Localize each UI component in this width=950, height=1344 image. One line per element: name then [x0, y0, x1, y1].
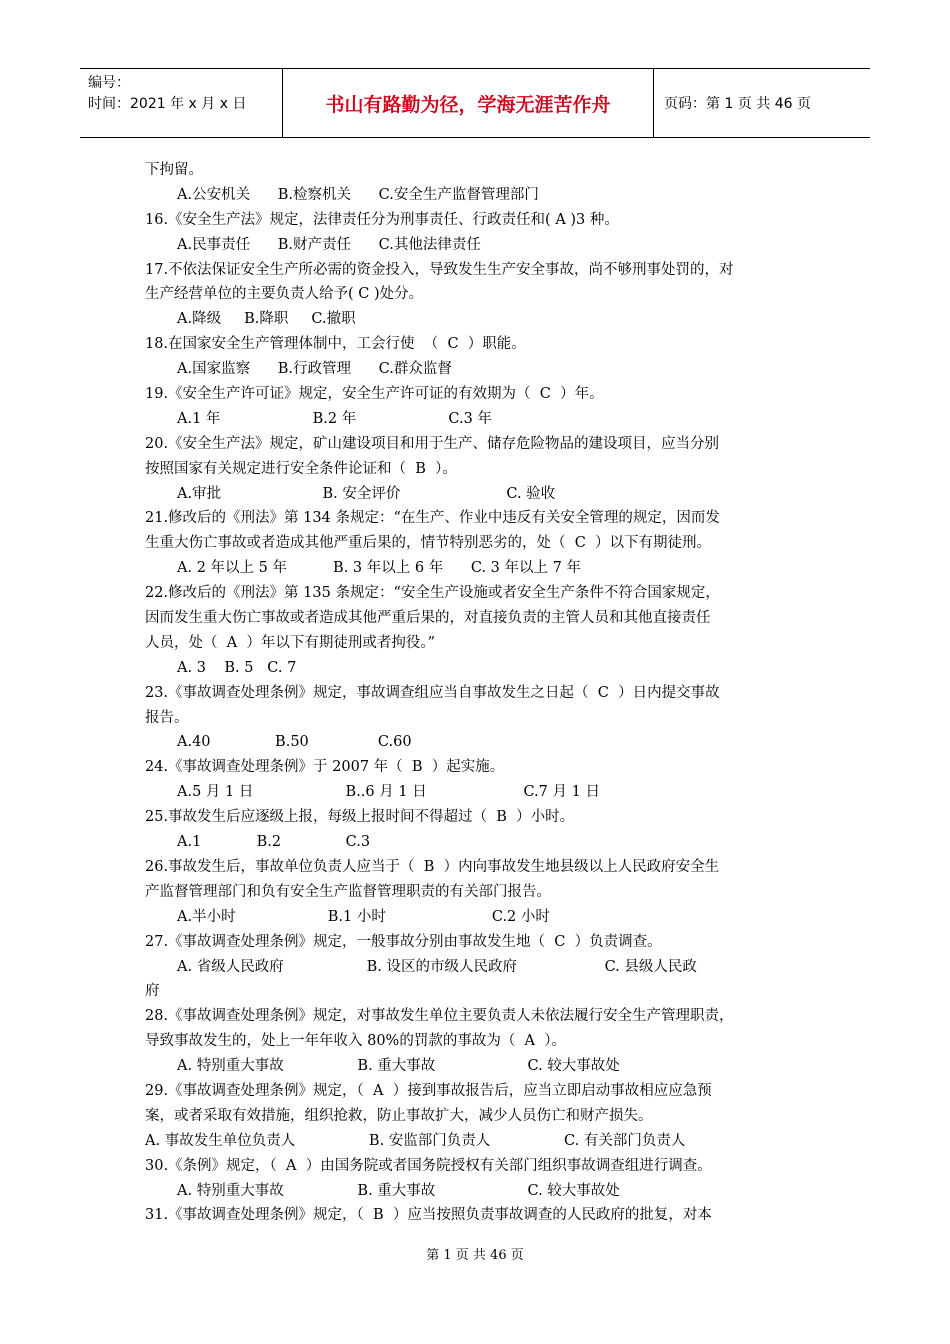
text-line: 27.《事故调查处理条例》规定，一般事故分别由事故发生地（ C ）负责调查。: [145, 933, 662, 950]
text-line: A. 特别重大事故 B. 重大事故 C. 较大事故处: [177, 1058, 620, 1075]
text-line: 府: [145, 983, 160, 1000]
text-line: 22.修改后的《刑法》第 135 条规定：“安全生产设施或者安全生产条件不符合国家规定，: [145, 585, 720, 602]
text-line: 生重大伤亡事故或者造成其他严重后果的，情节特别恶劣的，处（ C ）以下有期徒刑。: [145, 535, 712, 552]
text-line: 17.不依法保证安全生产所必需的资金投入，导致发生生产安全事故，尚不够刑事处罚的，对: [145, 261, 734, 278]
text-line: 24.《事故调查处理条例》于 2007 年（ B ）起实施。: [145, 759, 505, 776]
text-line: 18.在国家安全生产管理体制中，工会行使 （ C ）职能。: [145, 336, 526, 353]
text-line: 21.修改后的《刑法》第 134 条规定：“在生产、作业中违反有关安全管理的规定，因而发: [145, 510, 720, 527]
text-line: 31.《事故调查处理条例》规定，（ B ）应当按照负责事故调查的人民政府的批复，对本: [145, 1207, 712, 1224]
text-line: A.民事责任 B.财产责任 C.其他法律责任: [177, 236, 481, 253]
text-line: 人员，处（ A ）年以下有期徒刑或者拘役。”: [145, 634, 436, 651]
text-line: A. 省级人民政府 B. 设区的市级人民政府 C. 县级人民政: [177, 958, 697, 975]
text-line: A.40 B.50 C.60: [177, 734, 412, 751]
text-line: A. 3 B. 5 C. 7: [177, 659, 297, 676]
text-line: 产监督管理部门和负有安全生产监督管理职责的有关部门报告。: [145, 883, 551, 900]
serial-label: 编号：: [88, 75, 130, 91]
text-line: A. 特别重大事故 B. 重大事故 C. 较大事故处: [177, 1182, 620, 1199]
header-motto: 书山有路勤为径，学海无涯苦作舟: [282, 69, 654, 137]
text-line: 生产经营单位的主要负责人给予( C )处分。: [145, 286, 424, 303]
text-line: 28.《事故调查处理条例》规定，对事故发生单位主要负责人未依法履行安全生产管理职责，: [145, 1008, 734, 1025]
text-line: A.公安机关 B.检察机关 C.安全生产监督管理部门: [177, 186, 539, 203]
text-line: 下拘留。: [145, 162, 203, 178]
text-line: 25.事故发生后应逐级上报，每级上报时间不得超过（ B ）小时。: [145, 809, 575, 826]
text-line: 23.《事故调查处理条例》规定，事故调查组应当自事故发生之日起（ C ）日内提交事故: [145, 684, 720, 701]
header-page-info: 页码：第 1 页 共 46 页: [664, 96, 811, 112]
text-line: 案，或者采取有效措施，组织抢救，防止事故扩大，减少人员伤亡和财产损失。: [145, 1107, 653, 1124]
date-label: 时间：2021 年 x 月 x 日: [88, 96, 247, 112]
text-line: 19.《安全生产许可证》规定，安全生产许可证的有效期为（ C ）年。: [145, 386, 604, 403]
text-line: 20.《安全生产法》规定，矿山建设项目和用于生产、储存危险物品的建设项目，应当分别: [145, 435, 720, 452]
text-line: A.1 B.2 C.3: [177, 834, 371, 851]
text-line: A. 事故发生单位负责人 B. 安监部门负责人 C. 有关部门负责人: [145, 1132, 686, 1149]
header-info: [80, 69, 282, 137]
text-line: 30.《条例》规定，（ A ）由国务院或者国务院授权有关部门组织事故调查组进行调查。: [145, 1157, 712, 1174]
text-line: A.1 年 B.2 年 C.3 年: [177, 410, 492, 427]
document-body: [145, 158, 815, 1228]
text-line: A.5 月 1 日 B..6 月 1 日 C.7 月 1 日: [177, 784, 600, 801]
text-line: 导致事故发生的，处上一年年收入 80%的罚款的事故为（ A ）。: [145, 1033, 566, 1050]
page-footer: 第 1 页 共 46 页: [426, 1248, 524, 1263]
text-line: A.审批 B. 安全评价 C. 验收: [177, 485, 556, 502]
text-line: 因而发生重大伤亡事故或者造成其他严重后果的，对直接负责的主管人员和其他直接责任: [145, 610, 711, 627]
text-line: A.半小时 B.1 小时 C.2 小时: [177, 908, 550, 925]
text-line: A.降级 B.降职 C.撤职: [177, 311, 356, 328]
text-line: 26.事故发生后，事故单位负责人应当于（ B ）内向事故发生地县级以上人民政府安全生: [145, 858, 720, 875]
text-line: 按照国家有关规定进行安全条件论证和（ B ）。: [145, 460, 457, 477]
page-header: [80, 68, 870, 138]
text-line: A. 2 年以上 5 年 B. 3 年以上 6 年 C. 3 年以上 7 年: [177, 560, 581, 577]
text-line: 报告。: [145, 709, 189, 726]
text-line: 16.《安全生产法》规定，法律责任分为刑事责任、行政责任和( A )3 种。: [145, 211, 619, 228]
text-line: 29.《事故调查处理条例》规定，（ A ）接到事故报告后，应当立即启动事故相应应急预: [145, 1082, 712, 1099]
text-line: A.国家监察 B.行政管理 C.群众监督: [177, 361, 452, 378]
